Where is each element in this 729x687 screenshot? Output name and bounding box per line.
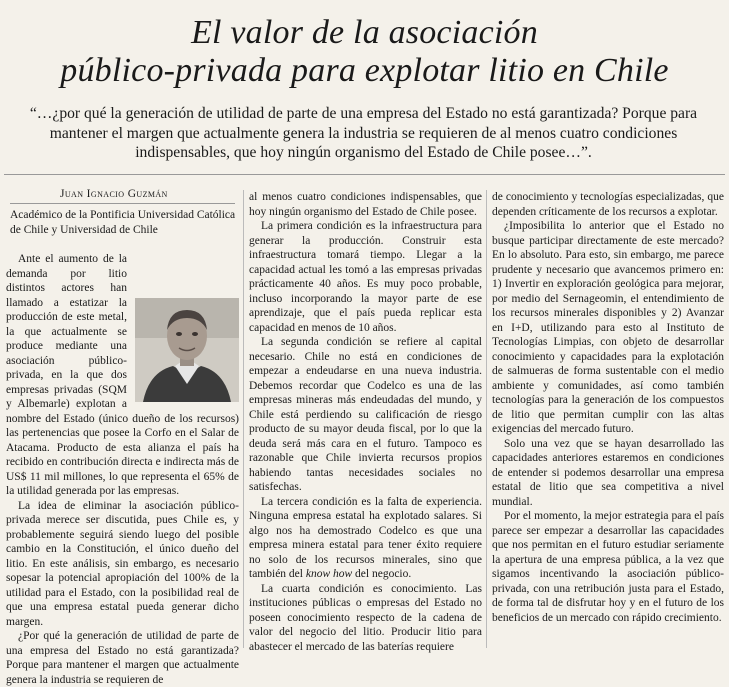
headline-line-1: El valor de la asociación — [191, 14, 538, 51]
paragraph: ¿Imposibilita lo anterior que el Estado no busque participar directamente de este mercado? En lo absoluto. Para esto, sin embargo, me parece prudente y necesario que avancemos primero en: 1) Invertir en exploración geológica para mejorar, por medio del Sernageomin, el entendimiento de los recursos minerales disponibles y 2) Avanzar en I+D, utilizando para esto al Instituto de Tecnologías Limpias, con objeto de desarrollar conocimiento y capacidades para la explotación de salmueras de forma sustentable con el medio ambiente y comunidades, así como también tecnologías para la generación de los compuestos de litio que permitan cumplir con las altas exigencias del mercado futuro. — [492, 220, 724, 435]
paragraph: La segunda condición se refiere al capital necesario. Chile no está en condiciones de empezar a endeudarse en una nueva industria. Debemos recordar que Codelco es una de las empresas mineras más endeudadas del mundo, y Chile está perdiendo su calificación de riesgo producto de su mayor deuda fiscal, por lo que la deuda será más cara en el futuro. Tampoco es razonable que Chile invierta recursos propios habiendo tantas necesidades sociales no satisfechas. — [249, 336, 482, 493]
author-byline: Juan Ignacio Guzmán — [60, 188, 168, 200]
column-divider-2 — [486, 190, 487, 648]
column-divider-1 — [243, 190, 244, 648]
paragraph: La primera condición es la infraestructura para generar la producción. Construir esta infraestructura tomará tiempo. Llegar a la capacidad actual les tomó a las empresas privadas prácticamente 40 años. Es muy poco probable, incluso incorporando la mayor parte de ese aprendizaje, que el país pueda replicar esta capacidad en menos de 10 años. — [249, 220, 482, 334]
paragraph — [249, 495, 482, 582]
paragraph: ¿Por qué la generación de utilidad de parte de una empresa del Estado no está garantizada? Porque para mantener el margen que actualmente genera la industria se requieren de — [6, 630, 239, 686]
lead-quote: “…¿por qué la generación de utilidad de parte de una empresa del Estado no está garantizada? Porque para mantener el margen que actualmente genera la industria se requieren de al menos cuatro condiciones indispensables, que hoy ningún organismo del Estado de Chile posee…”. — [29, 105, 698, 161]
paragraph: Solo una vez que se hayan desarrollado las capacidades anteriores estaremos en condiciones de entender si podemos desarrollar una empresa estatal de litio que sea competitiva a nivel mundial. — [492, 437, 724, 508]
paragraph: La idea de eliminar la asociación público-privada merece ser discutida, pues Chile es, y probablemente seguirá siendo luego del posible cambio en la Constitución, el único dueño del litio. En este análisis, sin embargo, es necesario sopesar la potencial apropiación del 100% de la utilidad para el Estado, con la posibilidad real de que una empresa estatal pueda generar dicho margen. — [6, 499, 239, 628]
headline — [0, 14, 729, 90]
author-portrait-icon — [135, 298, 239, 402]
article-column-2 — [249, 190, 482, 654]
paragraph: La cuarta condición es conocimiento. Las instituciones públicas o empresas del Estado no poseen conocimiento respecto de la cadena de valor del negocio del litio. Producir litio para abastecer el mercado de las baterías requiere — [249, 582, 482, 653]
article-column-1 — [6, 252, 239, 687]
article-column-3 — [492, 190, 724, 625]
byline-divider — [10, 203, 235, 204]
headline-line-2: público-privada para explotar litio en Chile — [60, 52, 669, 89]
paragraph-text: La tercera condición es la falta de experiencia. Ninguna empresa estatal ha explotado salares. Si algo nos ha demostrado Codelco es que una empresa minera estatal para tener éxito requiere no solo de los recursos minerales, sino que también del — [249, 495, 482, 580]
emphasis-know-how: know how — [305, 568, 353, 580]
paragraph — [6, 252, 239, 499]
paragraph: al menos cuatro condiciones indispensables, que hoy ningún organismo del Estado de Chile posee. — [249, 191, 482, 218]
header-divider — [4, 174, 725, 175]
author-photo — [135, 298, 239, 402]
paragraph: de conocimiento y tecnologías especializadas, que dependen críticamente de los recursos a explotar. — [492, 191, 724, 218]
author-affiliation: Académico de la Pontificia Universidad Católica de Chile y Universidad de Chile — [10, 209, 236, 236]
paragraph-text: Ante el aumento de la demanda por litio distintos actores han llamado a estatizar la producción de este metal, la que actualmente se produce mediante una asociación público-privada, en la que dos empresas privadas (SQM y Albemarle) explotan a nombre del Estado (único dueño de los recursos) las pertenencias que posee la Corfo en el Salar de Atacama. Producto de esta alianza el país ha recibido en contribución directa e indirecta más de US$ 11 mil millones, lo que representa el 65% de la utilidad generada por las empresas. — [6, 253, 239, 497]
paragraph-text: del negocio. — [355, 568, 412, 580]
paragraph: Por el momento, la mejor estrategia para el país parece ser empezar a desarrollar las capacidades que nos permitan en el futuro estudiar seriamente la apertura de una empresa pública, a la vez que sigamos incentivando la asociación público-privada, con una retribución justa para el Estado, de forma tal de disfrutar hoy y en el futuro de los beneficios de un mercado con rápido crecimiento. — [492, 510, 724, 624]
